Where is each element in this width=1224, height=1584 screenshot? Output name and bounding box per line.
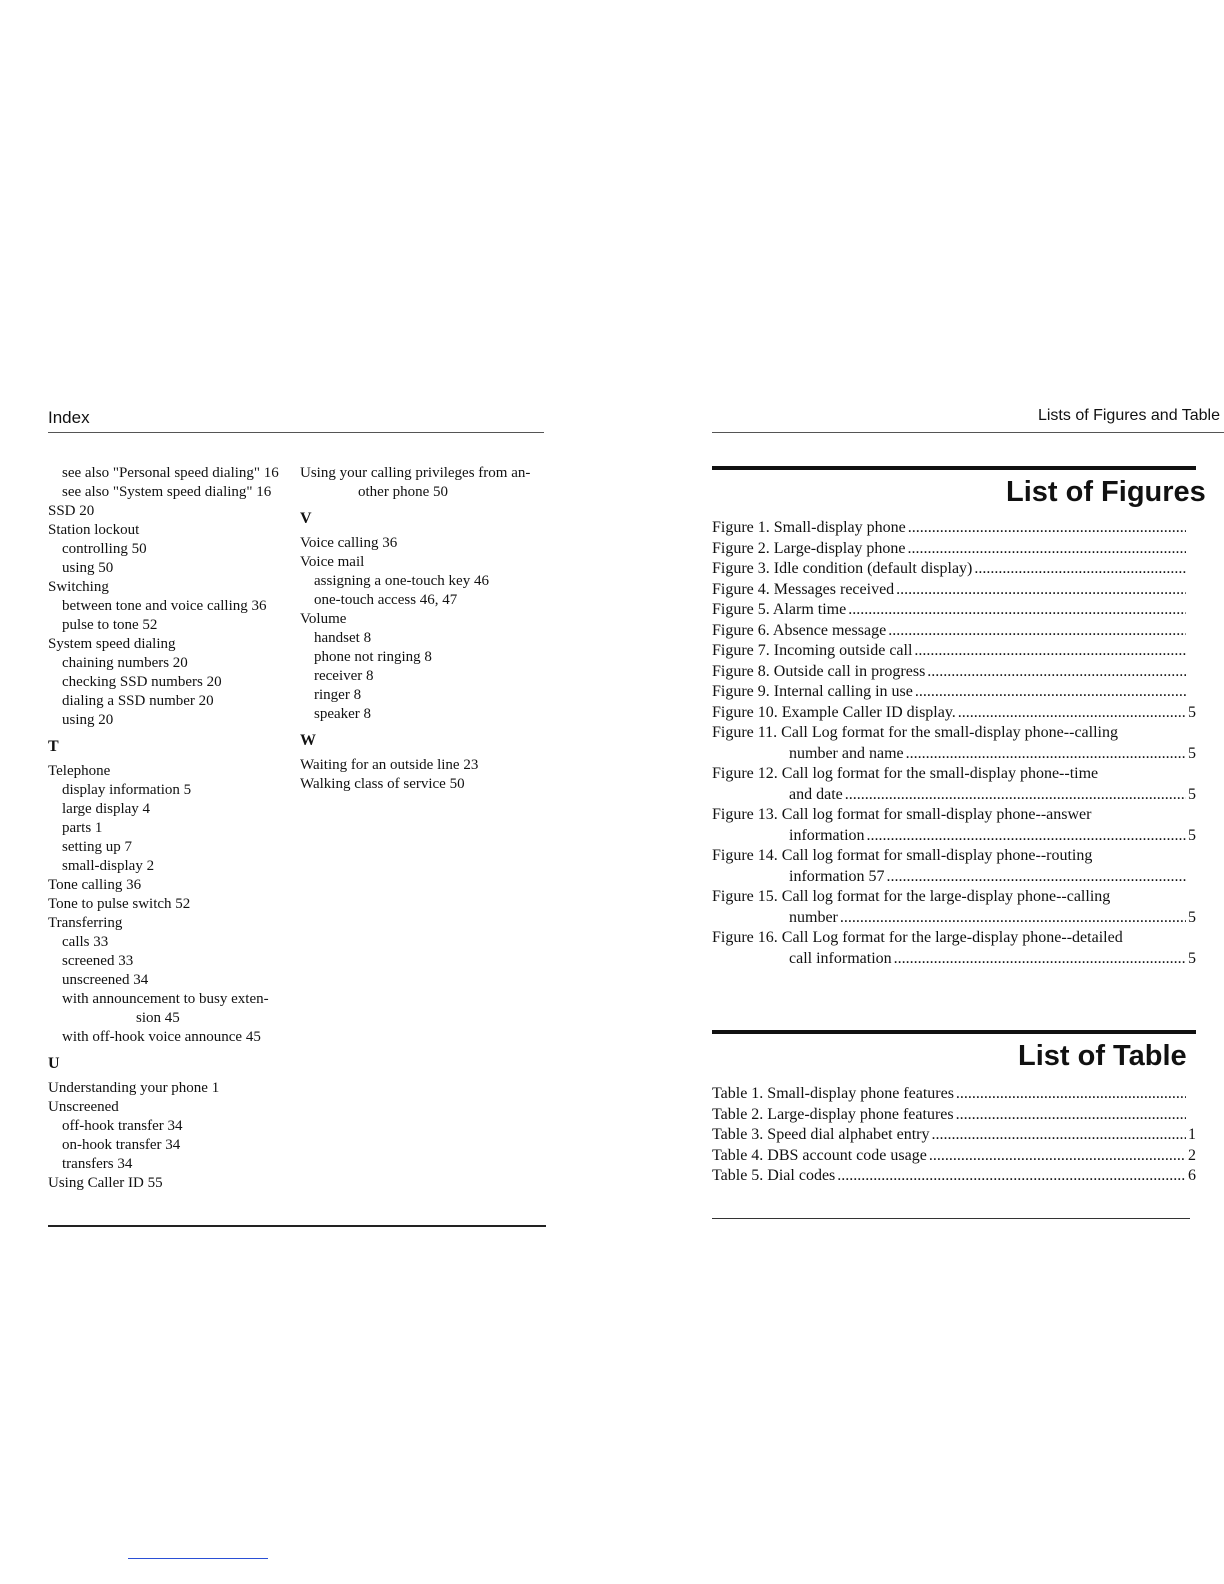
figure-entry-title: Figure 4. Messages received	[712, 580, 895, 598]
index-subentry: phone not ringing 8	[314, 649, 432, 665]
index-entry: Telephone	[48, 763, 111, 779]
figure-entry-page-number: 5	[1188, 785, 1196, 803]
index-subentry: controlling 50	[62, 541, 147, 557]
index-column-1	[48, 464, 296, 1193]
index-header: Index	[48, 408, 90, 427]
figure-entry-title: Figure 11. Call Log format for the small-display phone--calling	[712, 724, 1118, 741]
index-entry: Tone to pulse switch 52	[48, 896, 191, 912]
table-entry-page-number: 6	[1188, 1167, 1196, 1184]
figure-entry-title: call information	[789, 949, 892, 967]
table-entry[interactable]	[712, 1125, 1196, 1146]
figure-list	[712, 518, 1196, 969]
figure-entry[interactable]	[712, 621, 1196, 642]
figure-entry-title: Figure 16. Call Log format for the large-display phone--detailed	[712, 929, 1123, 946]
index-subentry: ringer 8	[314, 687, 362, 703]
tables-title-bar	[712, 1030, 1196, 1034]
dot-leader	[915, 682, 1186, 703]
index-entry: Unscreened	[48, 1099, 119, 1115]
dot-leader	[956, 1084, 1186, 1105]
dot-leader	[888, 621, 1186, 642]
figure-entry[interactable]	[712, 682, 1196, 703]
figure-entry-title: number and name	[789, 744, 904, 762]
index-entry: Understanding your phone 1	[48, 1080, 220, 1096]
figure-entry-title: and date	[789, 785, 843, 803]
figures-title-bar	[712, 466, 1196, 470]
dot-leader	[896, 580, 1186, 601]
index-subentry: between tone and voice calling 36	[62, 598, 267, 614]
figure-entry[interactable]	[712, 662, 1196, 683]
index-entry: Voice mail	[300, 554, 365, 570]
table-entry-page-number: 2	[1188, 1146, 1196, 1164]
index-subentry: screened 33	[62, 953, 134, 969]
figure-entry-title: information 57	[789, 867, 885, 885]
figure-entry-page-number: 5	[1188, 703, 1196, 721]
figure-entry[interactable]	[712, 518, 1196, 539]
figure-entry-title: Figure 15. Call log format for the large-display phone--calling	[712, 888, 1111, 905]
table-entry-title: Table 4. DBS account code usage	[712, 1146, 927, 1164]
figure-entry-title: Figure 9. Internal calling in use	[712, 683, 913, 700]
table-list	[712, 1084, 1196, 1187]
table-entry-title: Table 3. Speed dial alphabet entry	[712, 1126, 930, 1143]
index-subentry: sion 45	[136, 1010, 180, 1026]
index-subentry: calls 33	[62, 934, 109, 950]
figure-entry-page-number: 5	[1188, 949, 1196, 967]
index-subentry: unscreened 34	[62, 972, 149, 988]
index-entry: Voice calling 36	[300, 535, 398, 551]
index-subentry: checking SSD numbers 20	[62, 674, 222, 690]
index-subentry: see also "System speed dialing" 16	[62, 484, 272, 500]
index-letter-heading: T	[48, 738, 59, 755]
table-entry-page-number: 1	[1188, 1126, 1196, 1143]
index-subentry: handset 8	[314, 630, 372, 646]
index-letter-heading: U	[48, 1055, 60, 1072]
table-entry-title: Table 5. Dial codes	[712, 1167, 836, 1184]
index-subentry: parts 1	[62, 820, 103, 836]
figure-entry[interactable]	[712, 539, 1196, 560]
figure-entry[interactable]	[712, 641, 1196, 662]
figure-entry[interactable]	[712, 600, 1196, 621]
figures-title: List of Figures	[1006, 476, 1206, 508]
figure-entry[interactable]	[712, 764, 1196, 805]
tables-title: List of Table	[1018, 1040, 1187, 1072]
index-entry: Volume	[300, 611, 347, 627]
dot-leader	[974, 559, 1186, 580]
figure-entry[interactable]	[712, 703, 1196, 724]
index-subentry: display information 5	[62, 782, 192, 798]
dot-leader	[929, 1146, 1186, 1167]
index-entry: Tone calling 36	[48, 877, 142, 893]
dot-leader	[914, 641, 1186, 662]
figure-entry-title: Figure 5. Alarm time	[712, 601, 847, 618]
figure-entry[interactable]	[712, 846, 1196, 887]
figure-entry[interactable]	[712, 580, 1196, 601]
index-subentry: using 50	[62, 560, 114, 576]
figure-entry-title: Figure 14. Call log format for small-display phone--routing	[712, 847, 1093, 864]
table-entry[interactable]	[712, 1146, 1196, 1167]
dot-leader	[908, 518, 1186, 539]
index-subentry: other phone 50	[358, 484, 448, 500]
index-subentry: on-hook transfer 34	[62, 1137, 181, 1153]
index-subentry: setting up 7	[62, 839, 132, 855]
index-subentry: large display 4	[62, 801, 151, 817]
table-entry[interactable]	[712, 1084, 1196, 1105]
figure-entry-title: number	[789, 908, 838, 926]
index-entry: System speed dialing	[48, 636, 176, 652]
index-entry: Station lockout	[48, 522, 140, 538]
figure-entry-title: Figure 6. Absence message	[712, 621, 887, 639]
dot-leader	[907, 539, 1186, 560]
dot-leader	[906, 744, 1186, 765]
index-entry: Using Caller ID 55	[48, 1175, 163, 1191]
index-entry: Walking class of service 50	[300, 776, 465, 792]
dot-leader	[927, 662, 1186, 683]
figure-entry[interactable]	[712, 928, 1196, 969]
dot-leader	[837, 1166, 1186, 1187]
dot-leader	[840, 908, 1186, 929]
index-subentry: one-touch access 46, 47	[314, 592, 458, 608]
dot-leader	[867, 826, 1186, 847]
figure-entry-page-number: 5	[1188, 908, 1196, 926]
index-letter-heading: W	[300, 732, 316, 749]
figure-entry-title: Figure 10. Example Caller ID display.	[712, 703, 956, 721]
right-header-rule	[712, 432, 1224, 433]
figure-entry-title: Figure 2. Large-display phone	[712, 539, 906, 557]
figure-entry[interactable]	[712, 805, 1196, 846]
right-footer-rule	[712, 1218, 1190, 1219]
index-subentry: receiver 8	[314, 668, 374, 684]
index-entry: Using your calling privileges from an-	[300, 465, 531, 481]
footer-link-underline	[128, 1558, 268, 1559]
index-entry: Transferring	[48, 915, 123, 931]
index-subentry: assigning a one-touch key 46	[314, 573, 489, 589]
dot-leader	[845, 785, 1186, 806]
index-entry: Waiting for an outside line 23	[300, 757, 479, 773]
index-subentry: off-hook transfer 34	[62, 1118, 183, 1134]
index-subentry: speaker 8	[314, 706, 372, 722]
index-subentry: small-display 2	[62, 858, 155, 874]
figure-entry[interactable]	[712, 887, 1196, 928]
index-column-2	[300, 464, 550, 794]
index-subentry: dialing a SSD number 20	[62, 693, 214, 709]
figure-entry-title: Figure 1. Small-display phone	[712, 519, 906, 536]
left-footer-rule	[48, 1225, 546, 1227]
figure-entry[interactable]	[712, 723, 1196, 764]
figure-entry-title: Figure 3. Idle condition (default display)	[712, 560, 973, 577]
dot-leader	[958, 703, 1186, 724]
figure-entry-page-number: 5	[1188, 744, 1196, 762]
index-subentry: pulse to tone 52	[62, 617, 158, 633]
table-entry-title: Table 1. Small-display phone features	[712, 1085, 954, 1102]
figure-entry[interactable]	[712, 559, 1196, 580]
table-entry-title: Table 2. Large-display phone features	[712, 1105, 954, 1123]
index-subentry: transfers 34	[62, 1156, 133, 1172]
index-entry: Switching	[48, 579, 109, 595]
figure-entry-title: Figure 7. Incoming outside call	[712, 642, 913, 659]
dot-leader	[956, 1105, 1186, 1126]
dot-leader	[848, 600, 1186, 621]
index-subentry: with off-hook voice announce 45	[62, 1029, 261, 1045]
figure-entry-title: information	[789, 826, 865, 844]
index-subentry: with announcement to busy exten-	[62, 991, 269, 1007]
table-entry[interactable]	[712, 1105, 1196, 1126]
index-subentry: chaining numbers 20	[62, 655, 188, 671]
index-subentry: see also "Personal speed dialing" 16	[62, 465, 279, 481]
figure-entry-title: Figure 12. Call log format for the small-display phone--time	[712, 765, 1099, 782]
figure-entry-page-number: 5	[1188, 826, 1196, 844]
index-entry: SSD 20	[48, 503, 95, 519]
index-subentry: using 20	[62, 712, 114, 728]
table-entry[interactable]	[712, 1166, 1196, 1187]
index-letter-heading: V	[300, 510, 312, 527]
lists-header: Lists of Figures and Table	[1037, 407, 1220, 424]
left-header-rule	[48, 432, 544, 433]
dot-leader	[894, 949, 1186, 970]
dot-leader	[931, 1125, 1186, 1146]
figure-entry-title: Figure 13. Call log format for small-display phone--answer	[712, 806, 1092, 823]
figure-entry-title: Figure 8. Outside call in progress	[712, 662, 926, 680]
dot-leader	[887, 867, 1186, 888]
